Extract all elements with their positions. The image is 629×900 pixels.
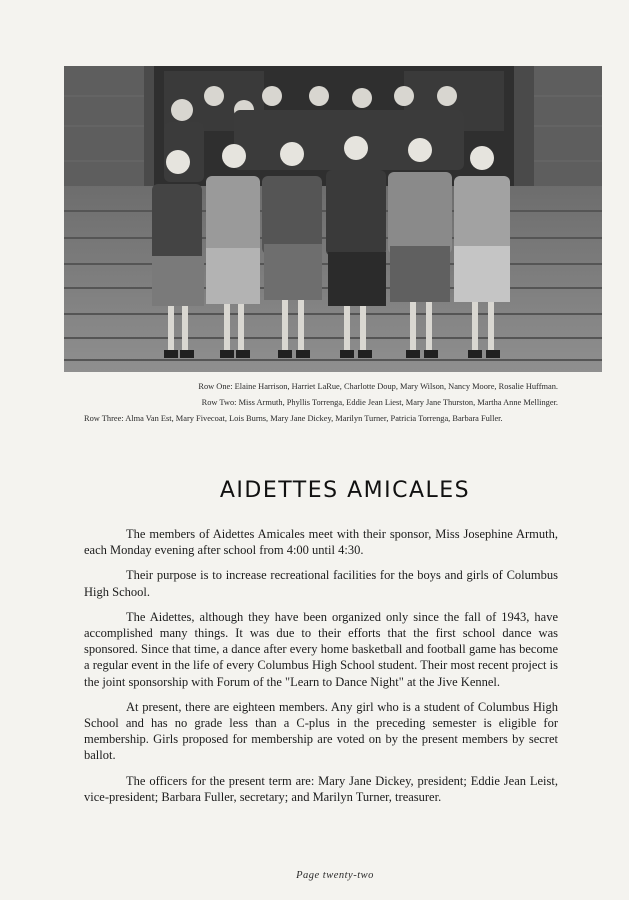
page-number: Page twenty-two [296, 870, 374, 881]
paragraph: The officers for the present term are: Mary Jane Dickey, president; Eddie Jean Leist, vice-president; Barbara Fuller, secretary; and Marilyn Turner, treasurer. [84, 773, 558, 804]
paragraph: The Aidettes, although they have been organized only since the fall of 1943, have accomplished many things. It was due to their efforts that the first school dance was sponsored. Since that time, a dance after every home basketball and football game has become a regular event in the life of every Columbus High School student. Their most recent project is the joint sponsorship with Forum of the "Learn to Dance Night" at the Jive Kennel. [84, 609, 558, 689]
group-photo [64, 66, 602, 372]
caption-row-one: Row One: Elaine Harrison, Harriet LaRue, Charlotte Doup, Mary Wilson, Nancy Moore, Rosalie Huffman. [198, 382, 558, 391]
paragraph: Their purpose is to increase recreational facilities for the boys and girls of Columbus High School. [84, 568, 558, 599]
caption-row-three: Row Three: Alma Van Est, Mary Fivecoat, Lois Burns, Mary Jane Dickey, Marilyn Turner, Patricia Torrenga, Barbara Fuller. [84, 414, 503, 423]
photo-caption [84, 381, 558, 429]
group-photo-illustration [64, 66, 602, 372]
caption-row-two: Row Two: Miss Armuth, Phyllis Torrenga, Eddie Jean Liest, Mary Jane Thurston, Martha Anne Mellinger. [201, 398, 558, 407]
paragraph: At present, there are eighteen members. Any girl who is a student of Columbus High School and has no grade less than a C-plus in the preceding semester is eligible for membership. Girls proposed for membership are voted on by the present members by secret ballot. [84, 699, 558, 763]
article-title: AIDETTES AMICALES [219, 478, 471, 503]
paragraph: The members of Aidettes Amicales meet with their sponsor, Miss Josephine Armuth, each Monday evening after school from 4:00 until 4:30. [84, 527, 558, 558]
article-body [84, 526, 558, 814]
